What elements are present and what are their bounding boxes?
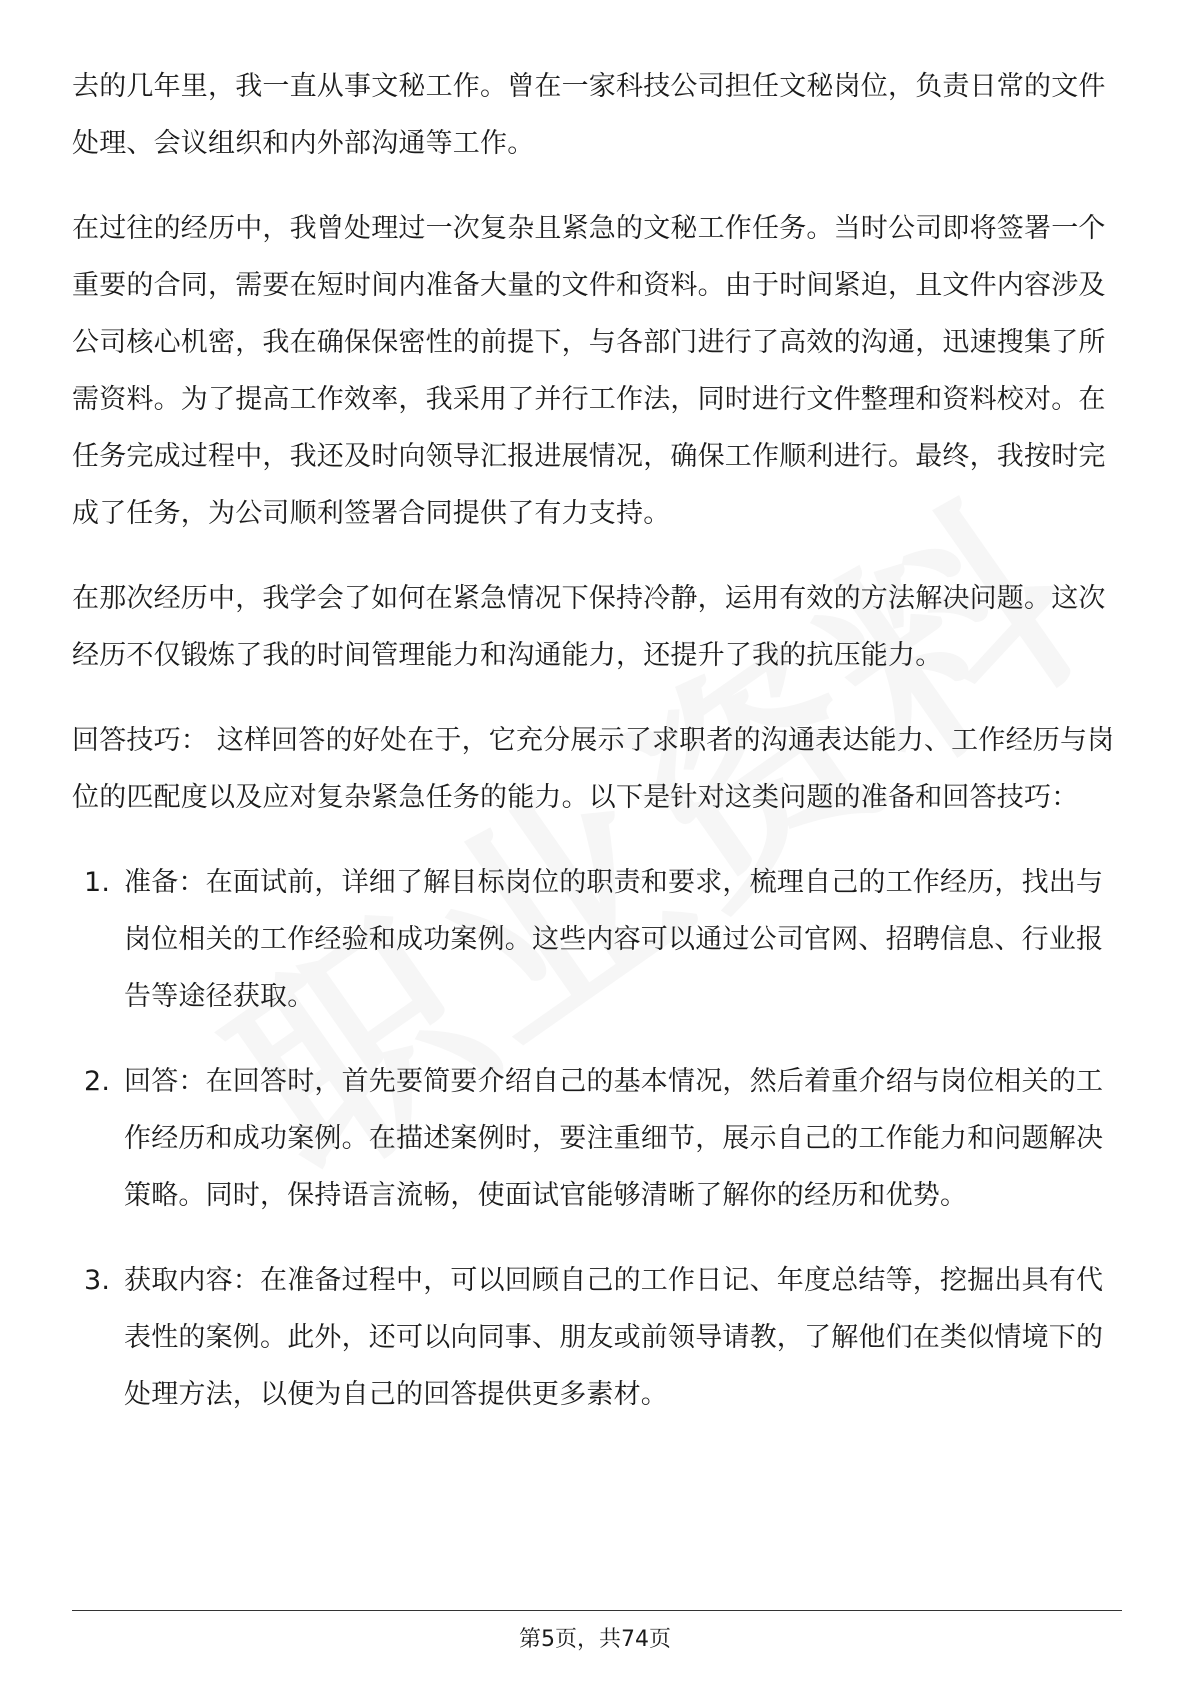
list-item-number: 1. [84, 867, 111, 898]
list-item [72, 1252, 1122, 1423]
list-item-text: 获取内容：在准备过程中，可以回顾自己的工作日记、年度总结等，挖掘出具有代表性的案例。此外，还可以向同事、朋友或前领导请教，了解他们在类似情境下的处理方法，以便为自己的回答提供更多素材。 [124, 1265, 1104, 1410]
paragraph: 在那次经历中，我学会了如何在紧急情况下保持冷静，运用有效的方法解决问题。这次经历不仅锻炼了我的时间管理能力和沟通能力，还提升了我的抗压能力。 [72, 583, 1106, 671]
list-item [72, 1053, 1122, 1224]
footer-divider [72, 1610, 1122, 1611]
paragraph: 去的几年里，我一直从事文秘工作。曾在一家科技公司担任文秘岗位，负责日常的文件处理、会议组织和内外部沟通等工作。 [72, 71, 1106, 159]
page-number: 第5页，共74页 [519, 1627, 671, 1652]
list-item-number: 3. [84, 1265, 111, 1296]
document-body [72, 58, 1122, 1451]
answer-tips-paragraph: 回答技巧： 这样回答的好处在于，它充分展示了求职者的沟通表达能力、工作经历与岗位的匹配度以及应对复杂紧急任务的能力。以下是针对这类问题的准备和回答技巧： [72, 725, 1115, 813]
list-item-text: 回答：在回答时，首先要简要介绍自己的基本情况，然后着重介绍与岗位相关的工作经历和成功案例。在描述案例时，要注重细节，展示自己的工作能力和问题解决策略。同时，保持语言流畅，使面试官能够清晰了解你的经历和优势。 [124, 1066, 1104, 1211]
paragraph: 在过往的经历中，我曾处理过一次复杂且紧急的文秘工作任务。当时公司即将签署一个重要的合同，需要在短时间内准备大量的文件和资料。由于时间紧迫，且文件内容涉及公司核心机密，我在确保保密性的前提下，与各部门进行了高效的沟通，迅速搜集了所需资料。为了提高工作效率，我采用了并行工作法，同时进行文件整理和资料校对。在任务完成过程中，我还及时向领导汇报进展情况，确保工作顺利进行。最终，我按时完成了任务，为公司顺利签署合同提供了有力支持。 [72, 213, 1106, 529]
tips-list [72, 854, 1122, 1423]
list-item [72, 854, 1122, 1025]
list-item-text: 准备：在面试前，详细了解目标岗位的职责和要求，梳理自己的工作经历，找出与岗位相关的工作经验和成功案例。这些内容可以通过公司官网、招聘信息、行业报告等途径获取。 [124, 867, 1104, 1012]
list-item-number: 2. [84, 1066, 111, 1097]
